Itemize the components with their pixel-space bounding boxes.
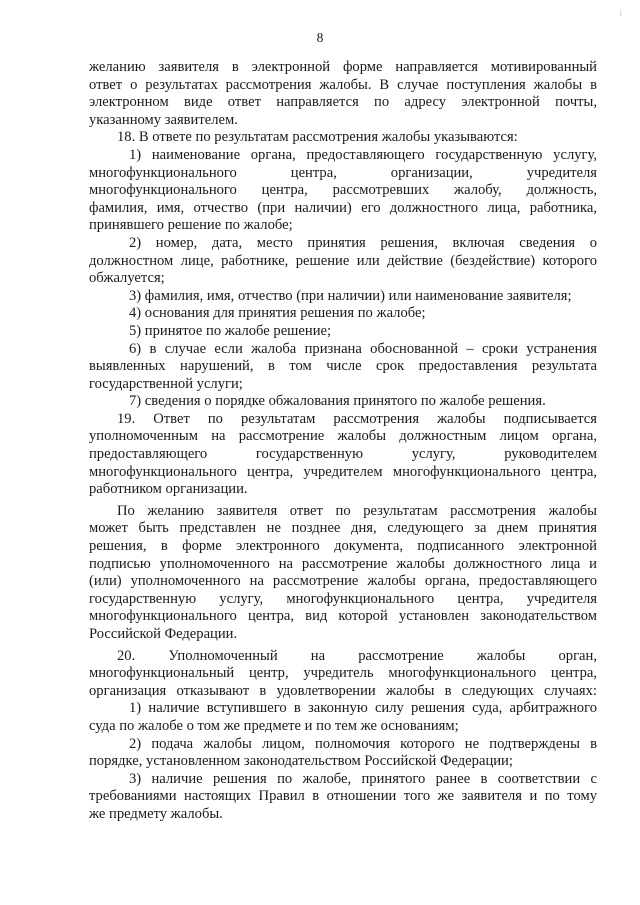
text-line: многофункционального центра, вид которой установлен законодательством xyxy=(89,608,597,625)
text-line: решения, в форме электронного документа, подписанного электронной xyxy=(89,538,597,555)
text-line: 2) подача жалобы лицом, полномочия которого не подтверждены в xyxy=(129,735,597,752)
text-line: порядке, установленном законодательством Российской Федерации; xyxy=(89,753,513,770)
text-line: многофункционального центра, рассмотревших жалобу, должность, xyxy=(89,182,597,199)
text-line: Российской Федерации. xyxy=(89,626,238,642)
corner-mark: i xyxy=(619,8,622,18)
text-line: выявленных нарушений, в том числе срок предоставления результата xyxy=(89,358,597,375)
text-line: 1) наличие вступившего в законную силу решения суда, арбитражного xyxy=(129,700,597,717)
text-line: (или) уполномоченного на рассмотрение жалобы органа, предоставляющего xyxy=(89,573,597,590)
text-line: фамилия, имя, отчество (при наличии) его должностного лица, работника, xyxy=(89,199,597,216)
text-line: 20. Уполномоченный на рассмотрение жалобы орган, xyxy=(117,647,597,664)
page-number: 8 xyxy=(316,30,324,45)
text-line: работником организации. xyxy=(89,481,248,498)
text-line: 19. Ответ по результатам рассмотрения жалобы подписывается xyxy=(117,410,597,427)
text-line: 5) принятое по жалобе решение; xyxy=(129,322,332,339)
text-line: государственной услуги; xyxy=(89,375,243,392)
text-line: многофункциональный центр, учредитель многофункционального центра, xyxy=(89,665,597,682)
text-line: 3) наличие решения по жалобе, принятого ранее в соответствии с xyxy=(129,770,597,787)
text-line: 18. В ответе по результатам рассмотрения жалобы указываются: xyxy=(117,129,518,146)
text-line: многофункционального центра, учредителем многофункционального центра, xyxy=(89,463,597,480)
document-body xyxy=(89,59,597,824)
text-line: 7) сведения о порядке обжалования принятого по жалобе решения. xyxy=(129,393,546,410)
text-line: может быть представлен не позднее дня, следующего за днем принятия xyxy=(89,520,597,537)
text-line: обжалуется; xyxy=(89,270,165,287)
text-line: уполномоченным на рассмотрение жалобы должностным лицом органа, xyxy=(89,428,597,445)
text-line: организация отказывают в удовлетворении жалобы в следующих случаях: xyxy=(89,682,597,699)
text-line: 1) наименование органа, предоставляющего государственную услугу, xyxy=(129,146,597,163)
text-line: желанию заявителя в электронной форме направляется мотивированный xyxy=(89,59,597,75)
text-line: 3) фамилия, имя, отчество (при наличии) или наименование заявителя; xyxy=(129,287,572,304)
text-line: указанному заявителем. xyxy=(89,111,238,128)
text-line: ответ о результатах рассмотрения жалобы. В случае поступления жалобы в xyxy=(89,76,597,93)
text-line: же предмету жалобы. xyxy=(89,805,223,822)
text-line: 6) в случае если жалоба признана обоснованной – сроки устранения xyxy=(129,340,597,357)
text-line: должностном лице, работнике, решение или действие (бездействие) которого xyxy=(89,252,597,269)
text-line: подписью уполномоченного на рассмотрение жалобы должностного лица и xyxy=(89,555,597,572)
text-line: 2) номер, дата, место принятия решения, включая сведения о xyxy=(129,234,597,251)
text-line: суда по жалобе о том же предмете и по тем же основаниям; xyxy=(89,717,459,734)
text-line: многофункционального центра, организации, учредителя xyxy=(89,164,597,181)
text-line: предоставляющего государственную услугу, руководителем xyxy=(89,446,597,463)
text-line: 4) основания для принятия решения по жалобе; xyxy=(129,305,426,322)
text-line: требованиями настоящих Правил в отношении того же заявителя и по тому xyxy=(89,788,597,805)
text-line: электронном виде ответ направляется по адресу электронной почты, xyxy=(89,94,597,111)
text-line: По желанию заявителя ответ по результатам рассмотрения жалобы xyxy=(117,502,597,519)
text-line: принявшего решение по жалобе; xyxy=(89,217,293,234)
text-line: государственную услугу, многофункционального центра, учредителя xyxy=(89,590,597,607)
